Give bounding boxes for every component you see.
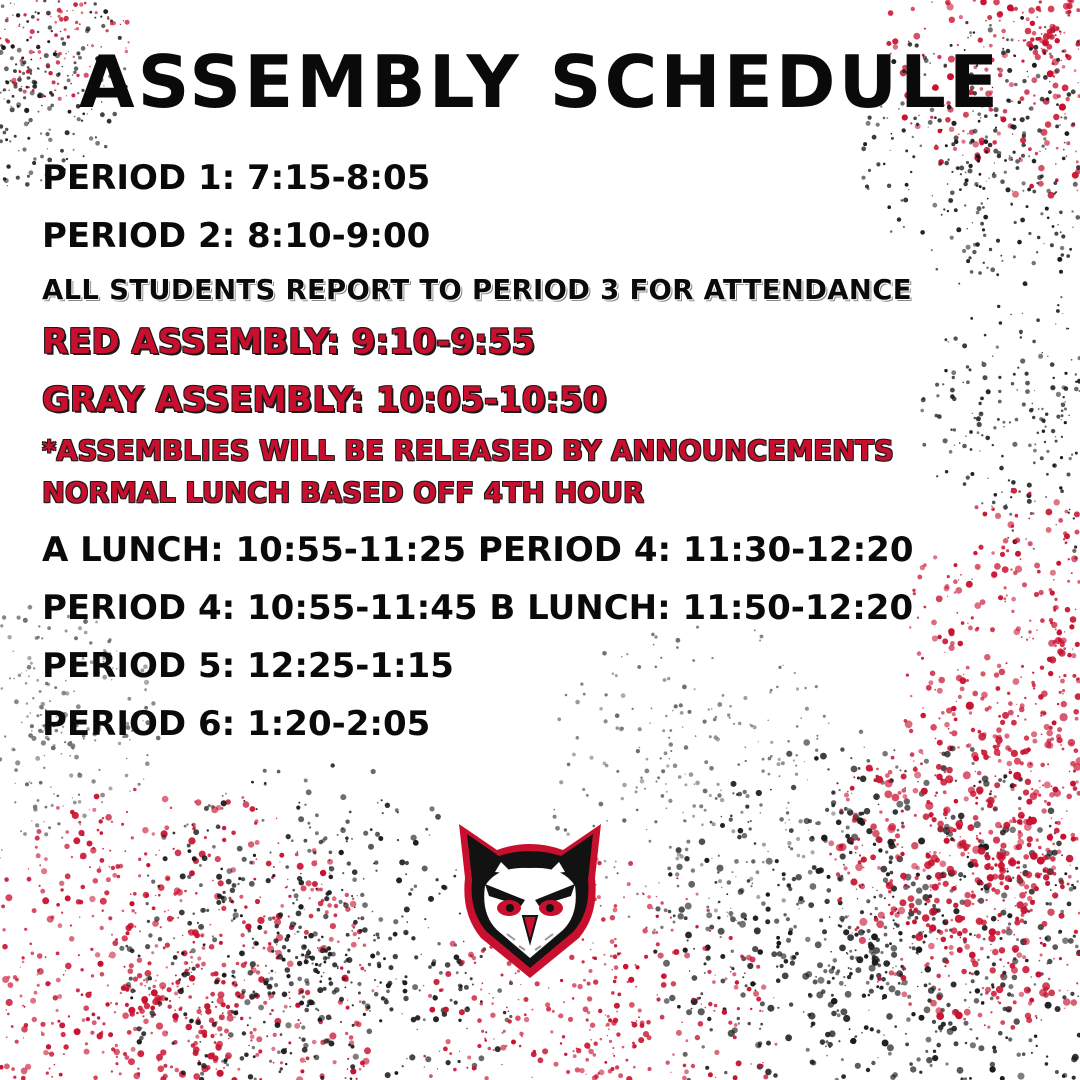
owl-mascot-icon [455,822,605,978]
period-5-line: PERIOD 5: 12:25-1:15 [42,646,454,686]
page-title: ASSEMBLY SCHEDULE [78,40,1002,124]
a-lunch-line: A LUNCH: 10:55-11:25 PERIOD 4: 11:30-12:20 [42,530,914,570]
red-assembly-line: RED ASSEMBLY: 9:10-9:55 [42,322,535,362]
attendance-note: ALL STUDENTS REPORT TO PERIOD 3 FOR ATTENDANCE [42,274,912,306]
gray-assembly-line: GRAY ASSEMBLY: 10:05-10:50 [42,380,607,420]
b-lunch-line: PERIOD 4: 10:55-11:45 B LUNCH: 11:50-12:20 [42,588,914,628]
period-6-line: PERIOD 6: 1:20-2:05 [42,704,431,744]
release-note: *ASSEMBLIES WILL BE RELEASED BY ANNOUNCEMENTS [42,435,894,467]
period-2-line: PERIOD 2: 8:10-9:00 [42,216,431,256]
lunch-note: NORMAL LUNCH BASED OFF 4TH HOUR [42,477,645,509]
period-1-line: PERIOD 1: 7:15-8:05 [42,158,431,198]
